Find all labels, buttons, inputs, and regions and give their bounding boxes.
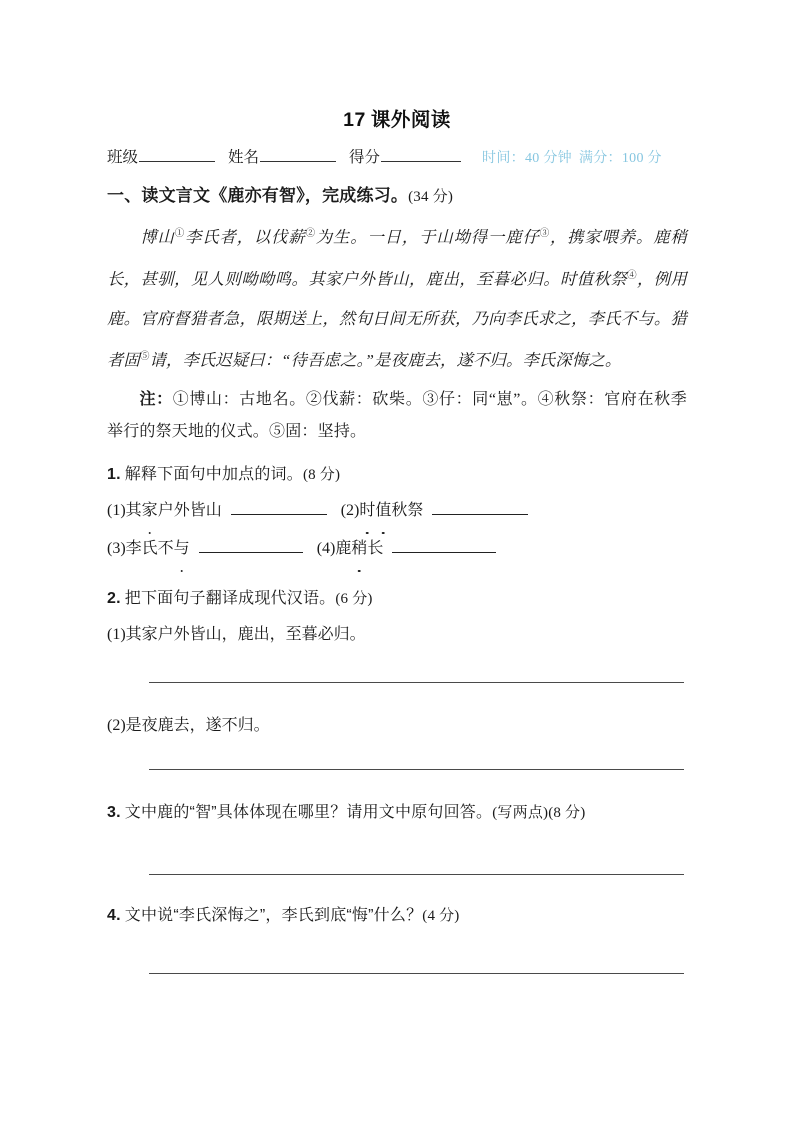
question-1-item-2-blank[interactable] <box>432 499 528 515</box>
question-1-heading <box>107 458 687 492</box>
question-1-item-2-after: 秋祭 <box>391 502 424 520</box>
note-item-2: ②伐薪：砍柴。 <box>305 391 423 409</box>
note-ref-5: ⑤ <box>139 352 150 363</box>
question-2-prompt: 把下面句子翻译成现代汉语。 <box>124 590 336 608</box>
question-1-item-2-dotted-a: 时 <box>359 492 375 530</box>
spacer <box>107 570 687 582</box>
question-1-item-1 <box>107 492 327 530</box>
note-ref-4: ④ <box>627 270 637 281</box>
question-1-number: 1. <box>107 466 121 484</box>
time-limit-text: 时间：40 分钟 <box>482 151 572 166</box>
passage-seg-5: ，例用鹿。官府督猎者急，限期送上，然旬日间无所获，乃向李氏求之，李氏不与。猎者固 <box>107 269 687 370</box>
note-item-5: ⑤固：坚持。 <box>269 423 367 441</box>
question-2-answer-line-1[interactable] <box>149 682 684 683</box>
question-1-item-4-after: 长 <box>367 540 384 558</box>
question-1-item-1-dotted: 家 <box>142 492 158 530</box>
name-field-blank[interactable] <box>260 146 336 162</box>
exam-meta <box>482 147 662 167</box>
question-4-answer-line[interactable] <box>149 973 684 974</box>
notes-label: 注： <box>139 391 173 409</box>
note-ref-1: ① <box>174 229 186 239</box>
question-1-item-3-before: 李氏不 <box>125 540 174 558</box>
page-title-number: 17 <box>343 109 366 131</box>
passage-notes <box>107 384 687 448</box>
question-1-prompt: 解释下面句中加点的词。 <box>124 466 303 484</box>
question-1-item-2-label <box>341 492 424 530</box>
note-ref-3: ③ <box>539 229 550 239</box>
question-3-answer-line[interactable] <box>149 874 684 875</box>
question-1-item-4-label <box>317 530 384 568</box>
note-item-1: ①博山：古地名。 <box>172 391 306 409</box>
page-content <box>107 104 687 976</box>
question-4-number: 4. <box>107 907 121 925</box>
question-4-heading <box>107 899 687 933</box>
passage-seg-4: ，携家喂养。鹿稍长，甚驯，见人则呦呦鸣。其家户外皆山，鹿出，至暮必归。时值秋祭 <box>107 227 687 289</box>
passage-seg-3: 为生。一日，于山坳得一鹿仔 <box>315 227 540 247</box>
question-2-number: 2. <box>107 590 121 608</box>
note-item-4: ④秋祭：官府在秋季举行的祭天地的仪式。 <box>107 391 687 441</box>
question-3 <box>107 796 687 875</box>
passage-seg-2: 李氏者，以伐薪 <box>185 227 306 247</box>
score-field-blank[interactable] <box>381 146 461 162</box>
question-4-points: (4 分) <box>422 908 460 925</box>
question-4 <box>107 899 687 974</box>
question-1-item-3-dotted: 与 <box>174 530 190 568</box>
question-1-item-1-tag: (1) <box>107 502 126 520</box>
question-1-item-3-tag: (3) <box>107 540 126 558</box>
question-3-number: 3. <box>107 804 121 822</box>
question-1-item-4-blank[interactable] <box>392 537 496 553</box>
question-2 <box>107 582 687 770</box>
classical-passage <box>107 215 687 380</box>
question-1-item-1-label <box>107 492 222 530</box>
question-2-heading <box>107 582 687 616</box>
worksheet-header <box>107 145 687 167</box>
class-field-label: 班级 <box>107 149 139 166</box>
question-1-item-4-dotted: 稍 <box>351 530 367 568</box>
question-1-item-3-label <box>107 530 190 568</box>
question-1-row-2 <box>107 530 687 568</box>
question-1 <box>107 458 687 568</box>
passage-seg-1: 博山 <box>139 227 175 247</box>
note-item-3: ③仔：同“崽”。 <box>422 391 538 409</box>
page-title <box>107 104 687 132</box>
score-field-label: 得分 <box>349 149 381 166</box>
question-2-points: (6 分) <box>335 591 373 608</box>
question-1-row-1 <box>107 492 687 530</box>
score-field[interactable] <box>349 145 461 167</box>
question-4-prompt: 文中说“李氏深悔之”，李氏到底“悔”什么？ <box>124 907 423 925</box>
question-1-points: (8 分) <box>302 467 341 484</box>
name-field-label: 姓名 <box>228 149 260 166</box>
question-1-item-2-dotted-b: 值 <box>375 492 391 530</box>
total-score-text: 满分：100 分 <box>578 151 662 166</box>
question-1-item-2-tag: (2) <box>340 502 360 520</box>
section-heading-text: 一、读文言文《鹿亦有智》，完成练习。 <box>107 186 409 205</box>
question-1-item-3-blank[interactable] <box>199 537 303 553</box>
question-3-points: (写两点)(8 分) <box>492 805 586 822</box>
question-2-sub-2: (2)是夜鹿去，遂不归。 <box>107 717 270 735</box>
class-field-blank[interactable] <box>139 146 215 162</box>
page-title-text: 课外阅读 <box>370 109 451 131</box>
name-field[interactable] <box>228 145 336 167</box>
question-1-item-4-tag: (4) <box>316 540 336 558</box>
question-1-item-1-after: 户外皆山 <box>157 502 222 520</box>
note-ref-2: ② <box>305 229 316 239</box>
question-3-prompt: 文中鹿的“智”具体体现在哪里？请用文中原句回答。 <box>124 804 493 822</box>
section-heading <box>107 181 687 206</box>
passage-seg-6: 请，李氏迟疑曰：“待吾虑之。”是夜鹿去，遂不归。李氏深悔之。 <box>149 350 622 370</box>
question-3-heading <box>107 796 687 830</box>
question-1-item-1-before: 其 <box>125 502 142 520</box>
question-1-item-2 <box>341 492 529 530</box>
question-1-item-4 <box>317 530 497 568</box>
question-2-answer-line-2[interactable] <box>149 769 684 770</box>
question-1-item-1-blank[interactable] <box>231 499 327 515</box>
question-2-sub-1: (1)其家户外皆山，鹿出，至暮必归。 <box>107 626 366 644</box>
question-1-item-4-before: 鹿 <box>335 540 352 558</box>
class-field[interactable] <box>107 145 215 167</box>
question-1-item-3 <box>107 530 303 568</box>
section-heading-points: (34 分) <box>408 189 454 205</box>
